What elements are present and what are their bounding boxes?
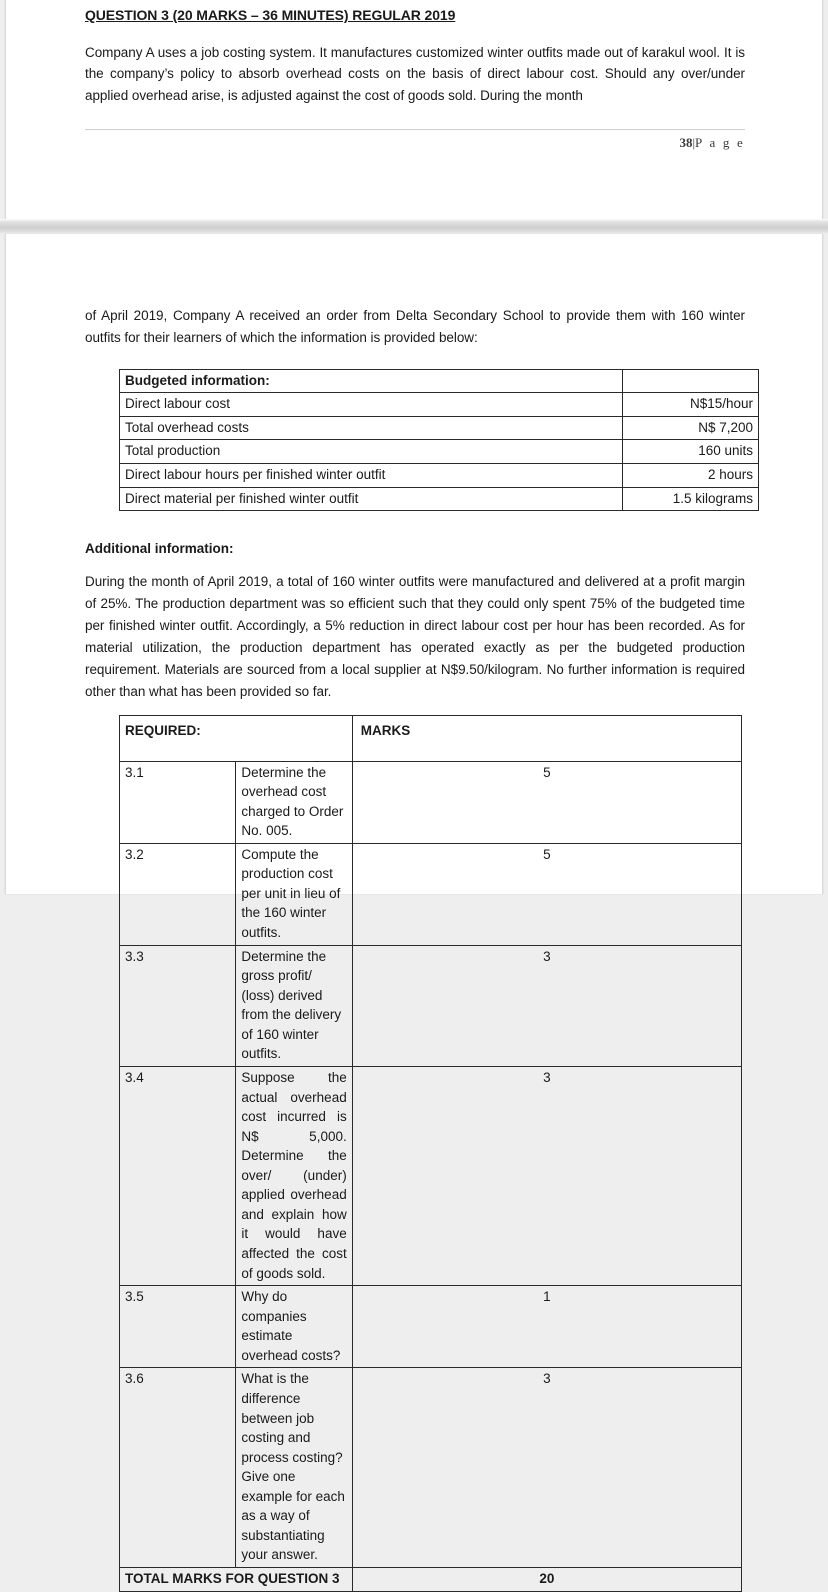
marks-column-header: MARKS [352,715,741,761]
page-number-footer [85,135,745,151]
requirement-marks: 3 [352,1066,741,1285]
budget-row-value: 2 hours [623,463,759,487]
requirement-task: Determine the overhead cost charged to Order No. 005. [236,761,352,843]
required-column-header: REQUIRED: [120,715,353,761]
footer-separator: | [692,135,696,151]
table-row [120,393,759,417]
requirement-marks: 5 [352,843,741,945]
table-total-row [120,1568,742,1592]
intro-paragraph: Company A uses a job costing system. It manufactures customized winter outfits made out of karakul wool. It is the company’s policy to absorb overhead costs on the basis of direct labour cost. Should any over/under applied overhead arise, is adjusted against the cost of goods sold. During the month [85,44,745,104]
additional-information-paragraph: During the month of April 2019, a total of 160 winter outfits were manufactured and delivered at a profit margin of 25%. The production department was so efficient such that they could only spent 75% of the budgeted time per finished winter outfit. Accordingly, a 5% reduction in direct labour cost per hour has been recorded. As for material utilization, the production department has operated exactly as per the budgeted production requirement. Materials are sourced from a local supplier at N$9.50/kilogram. No further information is required other than what has been provided so far. [85,574,745,699]
budget-row-label: Direct labour cost [120,393,623,417]
footer-page-number: 38 [679,135,693,151]
page-title: QUESTION 3 (20 MARKS – 36 MINUTES) REGULAR 2019 [85,7,456,23]
document-page-2 [5,234,823,1586]
requirement-number: 3.2 [120,843,236,945]
budget-row-value: 160 units [623,440,759,464]
page-1-footer [6,129,822,151]
requirement-number: 3.4 [120,1066,236,1285]
footer-page-word: P a g e [695,135,745,151]
budgeted-table-header-value [623,369,759,393]
requirement-task: Determine the gross profit/ (loss) derived from the delivery of 160 winter outfits. [236,945,352,1066]
continuation-paragraph: of April 2019, Company A received an order from Delta Secondary School to provide them with 160 winter outfits for their learners of which the information is provided below: [85,308,745,345]
table-row [120,761,742,843]
table-header-row [120,715,742,761]
requirement-number: 3.3 [120,945,236,1066]
additional-information-heading: Additional information: [85,541,234,557]
total-marks-label: TOTAL MARKS FOR QUESTION 3 [120,1568,353,1592]
requirement-task: Why do companies estimate overhead costs? [236,1286,352,1368]
table-row [120,843,742,945]
requirement-task: Suppose the actual overhead cost incurred is N$ 5,000. Determine the over/ (under) applied overhead and explain how it would have affected the cost of goods sold. [236,1066,352,1285]
table-row [120,1066,742,1285]
table-row [120,1368,742,1568]
footer-divider [85,129,745,130]
requirement-marks: 1 [352,1286,741,1368]
table-row [120,463,759,487]
page-1-content [6,0,824,107]
budget-row-value: N$ 7,200 [623,416,759,440]
budgeted-table-title: Budgeted information: [120,369,623,393]
total-marks-value: 20 [352,1568,741,1592]
table-row [120,440,759,464]
page-2-content [6,234,824,1592]
requirement-marks: 5 [352,761,741,843]
requirement-number: 3.5 [120,1286,236,1368]
budgeted-information-table [119,369,759,511]
spacer [85,349,745,369]
document-page-1 [5,0,823,219]
table-row [120,487,759,511]
budget-row-value: N$15/hour [623,393,759,417]
spacer [85,511,745,539]
budgeted-table-body [120,369,759,510]
page-break-separator [0,219,828,234]
table-row [120,945,742,1066]
budget-row-value: 1.5 kilograms [623,487,759,511]
table-row [120,416,759,440]
table-header-row [120,369,759,393]
budget-row-label: Direct labour hours per finished winter outfit [120,463,623,487]
spacer [85,559,745,571]
requirement-task: Compute the production cost per unit in lieu of the 160 winter outfits. [236,843,352,945]
budget-row-label: Total overhead costs [120,416,623,440]
budget-row-label: Total production [120,440,623,464]
budget-row-label: Direct material per finished winter outfit [120,487,623,511]
requirement-number: 3.6 [120,1368,236,1568]
required-table-body [120,715,742,1591]
required-marks-table [119,715,742,1592]
requirement-marks: 3 [352,1368,741,1568]
table-row [120,1286,742,1368]
requirement-marks: 3 [352,945,741,1066]
requirement-task: What is the difference between job costing and process costing? Give one example for each as a way of substantiating your answer. [236,1368,352,1568]
spacer [85,703,745,715]
requirement-number: 3.1 [120,761,236,843]
